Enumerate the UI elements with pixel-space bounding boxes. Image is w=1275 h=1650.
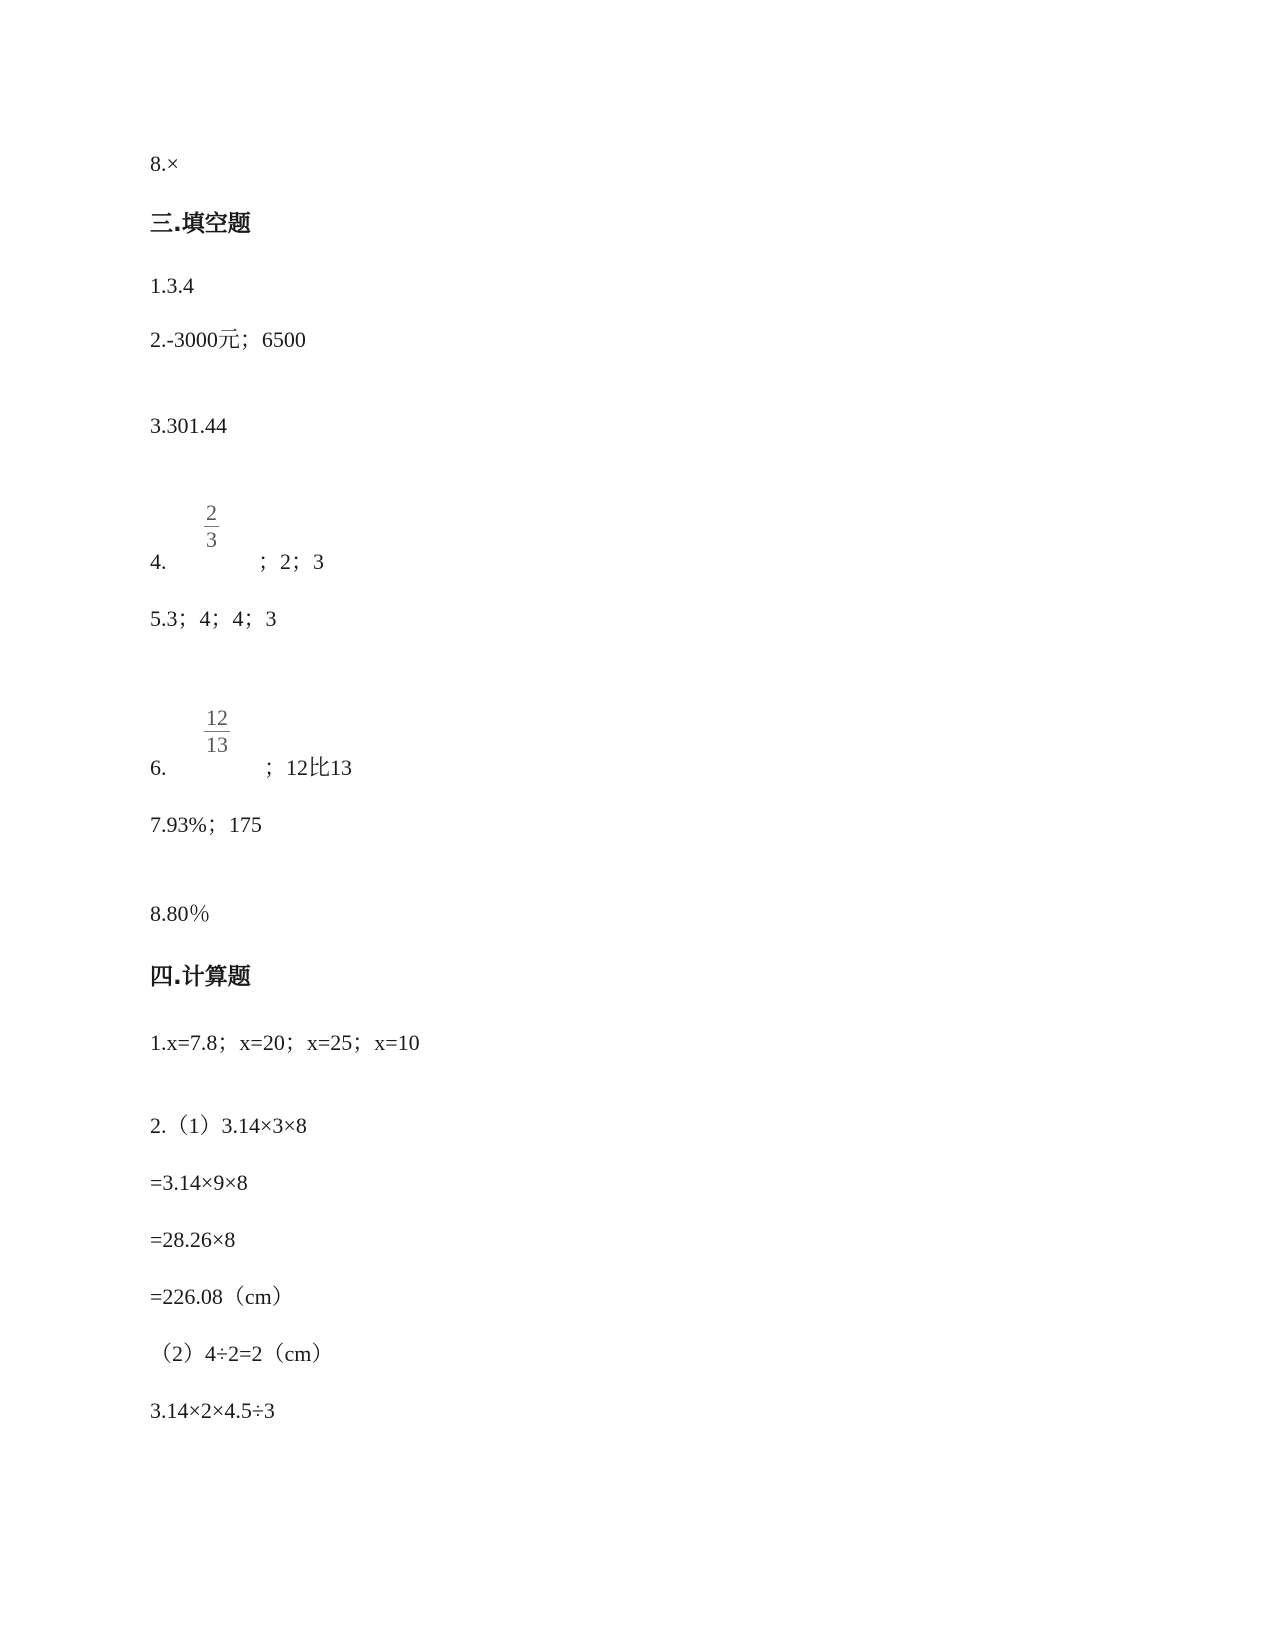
calc-2-step-1: 2.（1）3.14×3×8	[150, 1113, 307, 1138]
fraction-numerator: 12	[206, 705, 228, 730]
answer-fill-6-rest: ；12比13	[264, 755, 353, 780]
calc-2-step-4: =226.08（cm）	[150, 1284, 294, 1309]
section-title-calculation: 四.计算题	[150, 964, 251, 990]
answer-fill-8: 8.80％	[150, 901, 211, 926]
answer-fill-1: 1.3.4	[150, 273, 194, 298]
answer-fill-7: 7.93%；175	[150, 812, 262, 837]
answer-fill-4-number: 4.	[150, 549, 167, 574]
fraction-denominator: 3	[206, 527, 217, 552]
answer-judge-8: 8.×	[150, 151, 179, 176]
answer-fill-6-number: 6.	[150, 755, 167, 780]
calc-2-step-2: =3.14×9×8	[150, 1170, 248, 1195]
fraction-numerator: 2	[206, 500, 217, 525]
calc-2-step-3: =28.26×8	[150, 1227, 236, 1252]
answer-fill-3: 3.301.44	[150, 413, 227, 438]
calc-2-step-6: 3.14×2×4.5÷3	[150, 1398, 275, 1423]
fraction-denominator: 13	[206, 732, 228, 757]
answer-fill-2: 2.-3000元；6500	[150, 327, 306, 352]
calc-2-step-5: （2）4÷2=2（cm）	[150, 1341, 334, 1366]
fraction-twelve-thirteenths	[204, 706, 230, 757]
answer-calc-1: 1.x=7.8；x=20；x=25；x=10	[150, 1030, 420, 1055]
answer-fill-5: 5.3；4；4；3	[150, 606, 277, 631]
fraction-two-thirds	[204, 501, 219, 552]
section-title-fill-blank: 三.填空题	[150, 211, 251, 237]
answer-fill-4-rest: ；2；3	[258, 549, 325, 574]
